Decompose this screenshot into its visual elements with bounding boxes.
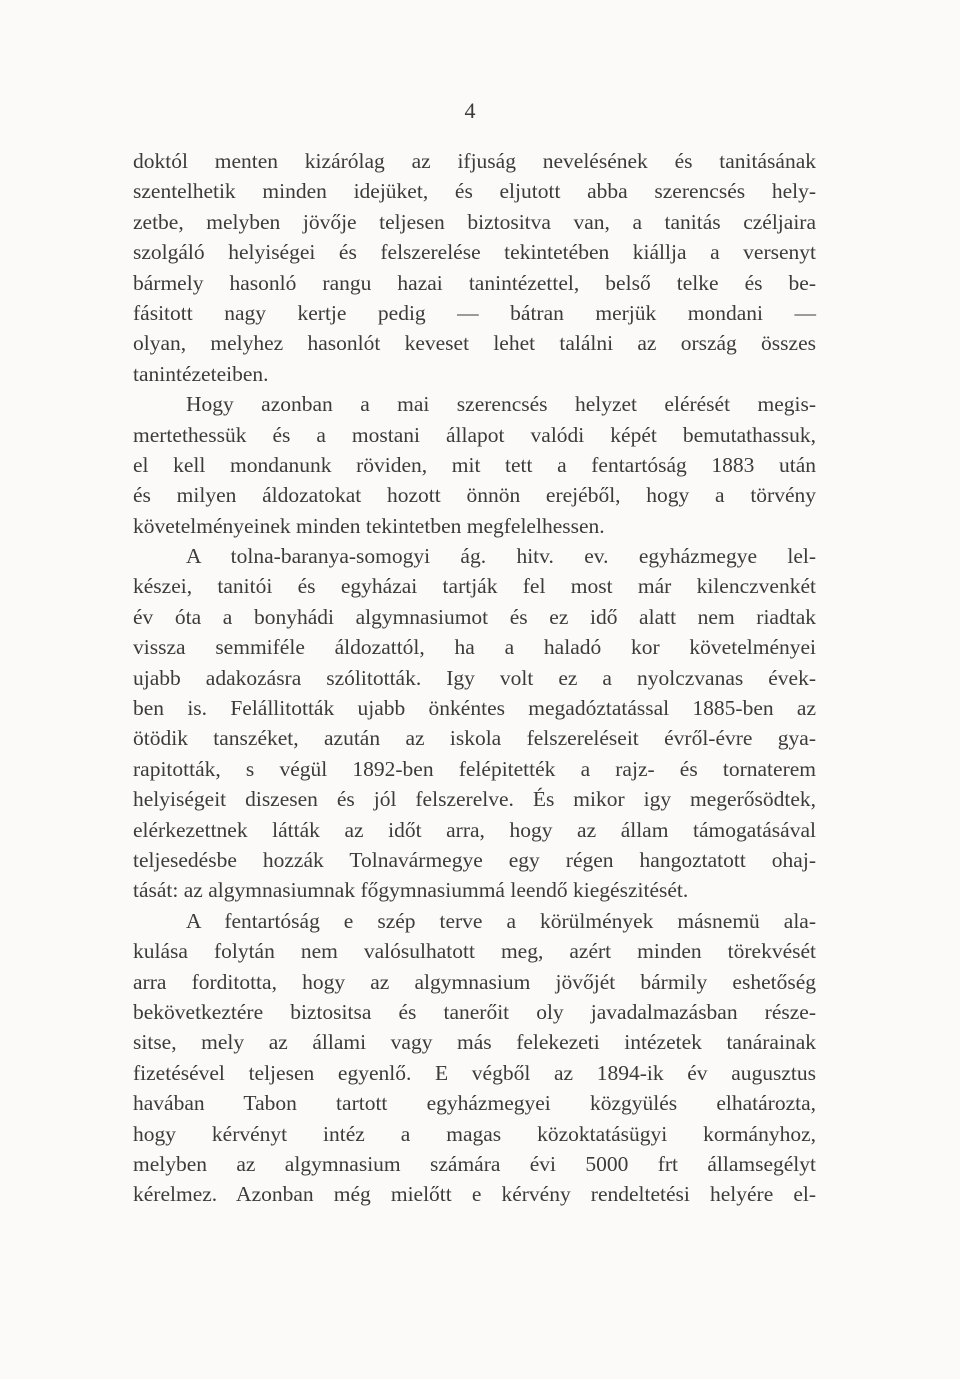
text-line: el kell mondanunk röviden, mit tett a fentartóság 1883 után bbox=[133, 452, 816, 477]
text-line: készei, tanitói és egyházai tartják fel most már kilenczvenkét bbox=[133, 574, 816, 599]
text-line: A tolna-baranya-somogyi ág. hitv. ev. egyházmegye lel- bbox=[186, 544, 816, 569]
text-line: ötödik tanszéket, azután az iskola felszereléseit évről-évre gya- bbox=[133, 726, 816, 751]
text-line: helyiségeit diszesen és jól felszerelve. És mikor igy megerősödtek, bbox=[133, 787, 816, 812]
text-line: ben is. Felállitották ujabb önkéntes megadóztatással 1885-ben az bbox=[133, 696, 816, 721]
text-line: tását: az algymnasiumnak főgymnasiummá leendő kiegészitését. bbox=[133, 878, 689, 903]
text-line: hogy kérvényt intéz a magas közoktatásügyi kormányhoz, bbox=[133, 1121, 816, 1146]
text-line: Hogy azonban a mai szerencsés helyzet elérését megis- bbox=[186, 392, 816, 417]
text-line: szentelhetik minden idejüket, és eljutott abba szerencsés hely- bbox=[133, 179, 816, 204]
text-line: kulása folytán nem valósulhatott meg, azért minden törekvését bbox=[133, 939, 816, 964]
text-line: fizetésével teljesen egyenlő. E végből az 1894-ik év augusztus bbox=[133, 1060, 816, 1085]
text-line: tanintézeteiben. bbox=[133, 361, 269, 386]
text-line: doktól menten kizárólag az ifjuság nevelésének és tanitásának bbox=[133, 149, 816, 173]
text-line: szolgáló helyiségei és felszerelése tekintetében kiállja a versenyt bbox=[133, 240, 816, 265]
text-line: zetbe, melyben jövője teljesen biztositva van, a tanitás czéljaira bbox=[133, 209, 816, 234]
body-text bbox=[133, 146, 816, 1210]
text-line: kérelmez. Azonban még mielőtt e kérvény rendeltetési helyére el- bbox=[133, 1182, 816, 1207]
text-line: év óta a bonyhádi algymnasiumot és ez idő alatt nem riadtak bbox=[133, 604, 816, 629]
text-line: bármely hasonló rangu hazai tanintézettel, belső telke és be- bbox=[133, 270, 816, 295]
text-line: havában Tabon tartott egyházmegyei közgyülés elhatározta, bbox=[133, 1091, 816, 1116]
text-line: mertethessük és a mostani állapot valódi képét bemutathassuk, bbox=[133, 422, 816, 447]
text-line: vissza semmiféle áldozattól, ha a haladó kor követelményei bbox=[133, 635, 816, 660]
text-line: olyan, melyhez hasonlót keveset lehet találni az ország összes bbox=[133, 331, 816, 356]
page-number: 4 bbox=[464, 98, 476, 123]
text-line: teljesedésbe hozzák Tolnavármegye egy régen hangoztatott ohaj- bbox=[133, 847, 816, 872]
text-line: ujabb adakozásra szólitották. Igy volt ez a nyolczvanas évek- bbox=[133, 665, 816, 690]
text-line: követelményeinek minden tekintetben megfelelhessen. bbox=[133, 513, 605, 538]
text-line: fásitott nagy kertje pedig — bátran merjük mondani — bbox=[133, 300, 816, 325]
text-line: A fentartóság e szép terve a körülmények másnemü ala- bbox=[186, 908, 816, 933]
text-line: és milyen áldozatokat hozott önnön erejéből, hogy a törvény bbox=[133, 483, 816, 508]
text-line: bekövetkeztére biztositsa és tanerőit oly javadalmazásban része- bbox=[133, 999, 816, 1024]
text-line: rapitották, s végül 1892-ben felépitették a rajz- és tornaterem bbox=[133, 756, 816, 781]
text-line: sitse, mely az állami vagy más felekezeti intézetek tanárainak bbox=[133, 1030, 816, 1055]
text-line: elérkezettnek látták az időt arra, hogy az állam támogatásával bbox=[133, 817, 816, 842]
text-line: melyben az algymnasium számára évi 5000 frt államsegélyt bbox=[133, 1151, 816, 1176]
text-line: arra forditotta, hogy az algymnasium jövőjét bármily eshetőség bbox=[133, 969, 816, 994]
